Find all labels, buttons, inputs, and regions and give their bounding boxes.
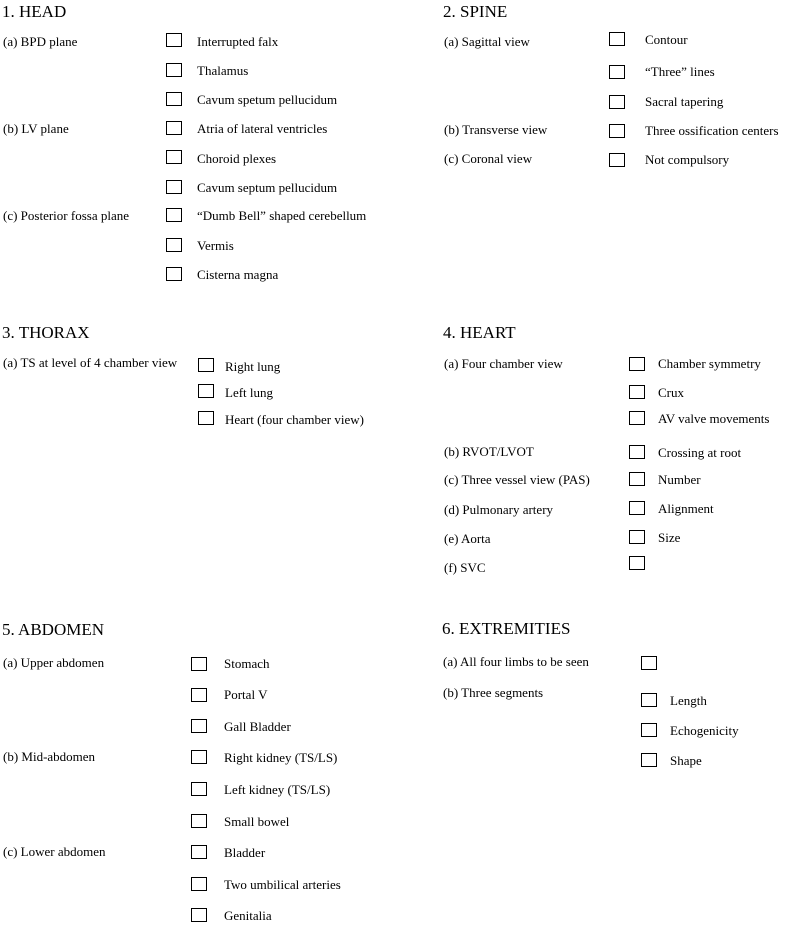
checkbox-cavum-spetum-pellucidum[interactable] [166,92,182,106]
item-not-compulsory: Not compulsory [645,152,730,167]
item-interrupted-falx: Interrupted falx [197,34,279,49]
rvot-lvot-label: (b) RVOT/LVOT [444,444,534,459]
item-portal-v: Portal V [224,687,268,702]
checkbox-portal-v[interactable] [191,688,207,702]
checkbox-genitalia[interactable] [191,908,207,922]
item-atria-lateral-ventricles: Atria of lateral ventricles [197,121,328,136]
checkbox-length[interactable] [641,693,657,707]
transverse-view-label: (b) Transverse view [444,122,548,137]
checkbox-shape[interactable] [641,753,657,767]
checkbox-three-lines[interactable] [609,65,625,79]
checkbox-heart-four-chamber[interactable] [198,411,214,425]
item-av-valve-movements: AV valve movements [658,411,770,426]
posterior-fossa-plane-label: (c) Posterior fossa plane [3,208,129,223]
item-gall-bladder: Gall Bladder [224,719,291,734]
checkbox-cavum-septum-pellucidum[interactable] [166,180,182,194]
checkbox-contour[interactable] [609,32,625,46]
checkbox-small-bowel[interactable] [191,814,207,828]
mid-abdomen-label: (b) Mid-abdomen [3,749,96,764]
item-cavum-septum-pellucidum: Cavum septum pellucidum [197,180,338,195]
item-right-kidney: Right kidney (TS/LS) [224,750,338,765]
abdomen-title: 5. ABDOMEN [2,620,105,639]
checkbox-cisterna-magna[interactable] [166,267,182,281]
checkbox-echogenicity[interactable] [641,723,657,737]
checkbox-left-lung[interactable] [198,384,214,398]
item-alignment: Alignment [658,501,714,516]
sagittal-view-label: (a) Sagittal view [444,34,530,49]
checkbox-three-ossification-centers[interactable] [609,124,625,138]
item-left-lung: Left lung [225,385,274,400]
item-crux: Crux [658,385,684,400]
checkbox-alignment[interactable] [629,501,645,515]
item-choroid-plexes: Choroid plexes [197,151,277,166]
checkbox-svc[interactable] [629,556,645,570]
extremities-title: 6. EXTREMITIES [442,619,571,638]
item-three-lines: “Three” lines [645,64,715,79]
checkbox-chamber-symmetry[interactable] [629,357,645,371]
checkbox-stomach[interactable] [191,657,207,671]
checkbox-interrupted-falx[interactable] [166,33,182,47]
checkbox-crossing-at-root[interactable] [629,445,645,459]
item-left-kidney: Left kidney (TS/LS) [224,782,331,797]
item-size: Size [658,530,681,545]
item-echogenicity: Echogenicity [670,723,739,738]
item-stomach: Stomach [224,656,270,671]
checkbox-av-valve-movements[interactable] [629,411,645,425]
checkbox-not-compulsory[interactable] [609,153,625,167]
three-segments-label: (b) Three segments [443,685,544,700]
heart-title: 4. HEART [443,323,516,342]
pulmonary-artery-label: (d) Pulmonary artery [444,502,554,517]
ts-view-label: (a) TS at level of 4 chamber view [3,355,178,370]
thorax-title: 3. THORAX [2,323,90,342]
lv-plane-label: (b) LV plane [3,121,69,136]
item-two-umbilical-arteries: Two umbilical arteries [224,877,341,892]
four-chamber-view-label: (a) Four chamber view [444,356,563,371]
bpd-plane-label: (a) BPD plane [3,34,78,49]
checkbox-sacral-tapering[interactable] [609,95,625,109]
lower-abdomen-label: (c) Lower abdomen [3,844,106,859]
item-number: Number [658,472,701,487]
aorta-label: (e) Aorta [444,531,491,546]
item-dumb-bell-cerebellum: “Dumb Bell” shaped cerebellum [197,208,367,223]
checkbox-number[interactable] [629,472,645,486]
checkbox-right-kidney[interactable] [191,750,207,764]
checkbox-two-umbilical-arteries[interactable] [191,877,207,891]
head-title: 1. HEAD [2,2,67,21]
checkbox-crux[interactable] [629,385,645,399]
checkbox-bladder[interactable] [191,845,207,859]
item-contour: Contour [645,32,688,47]
spine-title: 2. SPINE [443,2,508,21]
item-genitalia: Genitalia [224,908,272,923]
checkbox-dumb-bell-cerebellum[interactable] [166,208,182,222]
checkbox-left-kidney[interactable] [191,782,207,796]
checkbox-gall-bladder[interactable] [191,719,207,733]
item-cisterna-magna: Cisterna magna [197,267,279,282]
item-three-ossification-centers: Three ossification centers [645,123,779,138]
checkbox-atria-lateral-ventricles[interactable] [166,121,182,135]
item-chamber-symmetry: Chamber symmetry [658,356,761,371]
item-length: Length [670,693,707,708]
checkbox-size[interactable] [629,530,645,544]
item-shape: Shape [670,753,702,768]
item-heart-four-chamber: Heart (four chamber view) [225,412,364,427]
all-four-limbs-label: (a) All four limbs to be seen [443,654,589,669]
checkbox-vermis[interactable] [166,238,182,252]
svc-label: (f) SVC [444,560,486,575]
item-right-lung: Right lung [225,359,281,374]
checkbox-choroid-plexes[interactable] [166,150,182,164]
checkbox-thalamus[interactable] [166,63,182,77]
three-vessel-view-label: (c) Three vessel view (PAS) [444,472,590,487]
item-crossing-at-root: Crossing at root [658,445,742,460]
upper-abdomen-label: (a) Upper abdomen [3,655,105,670]
item-cavum-spetum-pellucidum: Cavum spetum pellucidum [197,92,338,107]
item-vermis: Vermis [197,238,234,253]
checkbox-right-lung[interactable] [198,358,214,372]
item-thalamus: Thalamus [197,63,249,78]
item-sacral-tapering: Sacral tapering [645,94,724,109]
coronal-view-label: (c) Coronal view [444,151,533,166]
checkbox-all-four-limbs[interactable] [641,656,657,670]
item-small-bowel: Small bowel [224,814,290,829]
item-bladder: Bladder [224,845,266,860]
